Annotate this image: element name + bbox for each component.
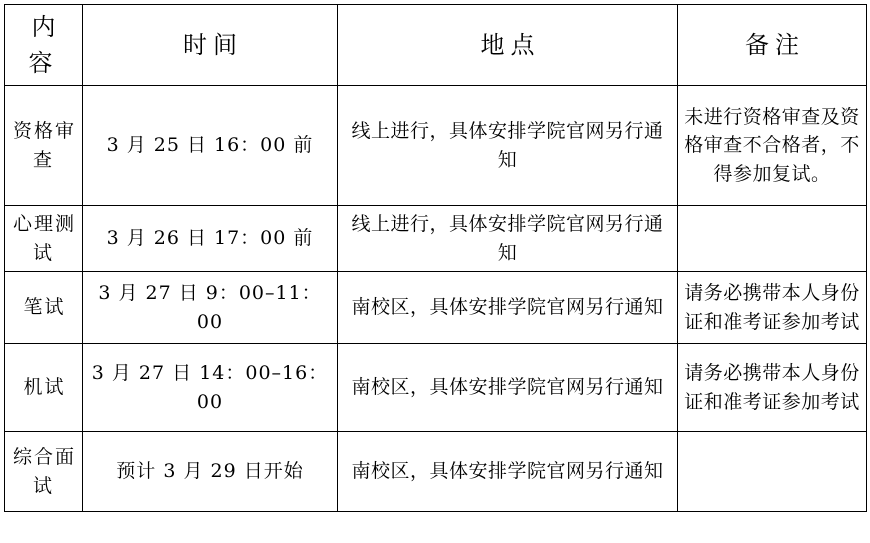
column-header-content: 内容 [5, 5, 83, 86]
cell-place: 线上进行，具体安排学院官网另行通知 [338, 86, 678, 206]
cell-note [678, 206, 867, 272]
table-row [5, 86, 867, 206]
cell-content: 机试 [5, 344, 83, 432]
cell-note: 未进行资格审查及资格审查不合格者，不得参加复试。 [678, 86, 867, 206]
cell-time: 3 月 27 日 14：00–16：00 [83, 344, 338, 432]
cell-content: 综合面试 [5, 432, 83, 512]
table-row [5, 272, 867, 344]
table-header-row [5, 5, 867, 86]
table-header [5, 5, 867, 86]
cell-content: 笔试 [5, 272, 83, 344]
table-row [5, 206, 867, 272]
cell-content: 心理测试 [5, 206, 83, 272]
cell-place: 线上进行，具体安排学院官网另行通知 [338, 206, 678, 272]
column-header-time: 时间 [83, 5, 338, 86]
table-body [5, 86, 867, 512]
cell-time: 3 月 25 日 16：00 前 [83, 86, 338, 206]
column-header-place: 地点 [338, 5, 678, 86]
cell-note [678, 432, 867, 512]
cell-content: 资格审查 [5, 86, 83, 206]
cell-time: 预计 3 月 29 日开始 [83, 432, 338, 512]
cell-note: 请务必携带本人身份证和准考证参加考试 [678, 344, 867, 432]
cell-note: 请务必携带本人身份证和准考证参加考试 [678, 272, 867, 344]
table-row [5, 432, 867, 512]
column-header-note: 备注 [678, 5, 867, 86]
table-row [5, 344, 867, 432]
cell-time: 3 月 27 日 9：00–11：00 [83, 272, 338, 344]
cell-place: 南校区，具体安排学院官网另行通知 [338, 344, 678, 432]
cell-time: 3 月 26 日 17：00 前 [83, 206, 338, 272]
cell-place: 南校区，具体安排学院官网另行通知 [338, 272, 678, 344]
cell-place: 南校区，具体安排学院官网另行通知 [338, 432, 678, 512]
exam-schedule-table [4, 4, 867, 512]
